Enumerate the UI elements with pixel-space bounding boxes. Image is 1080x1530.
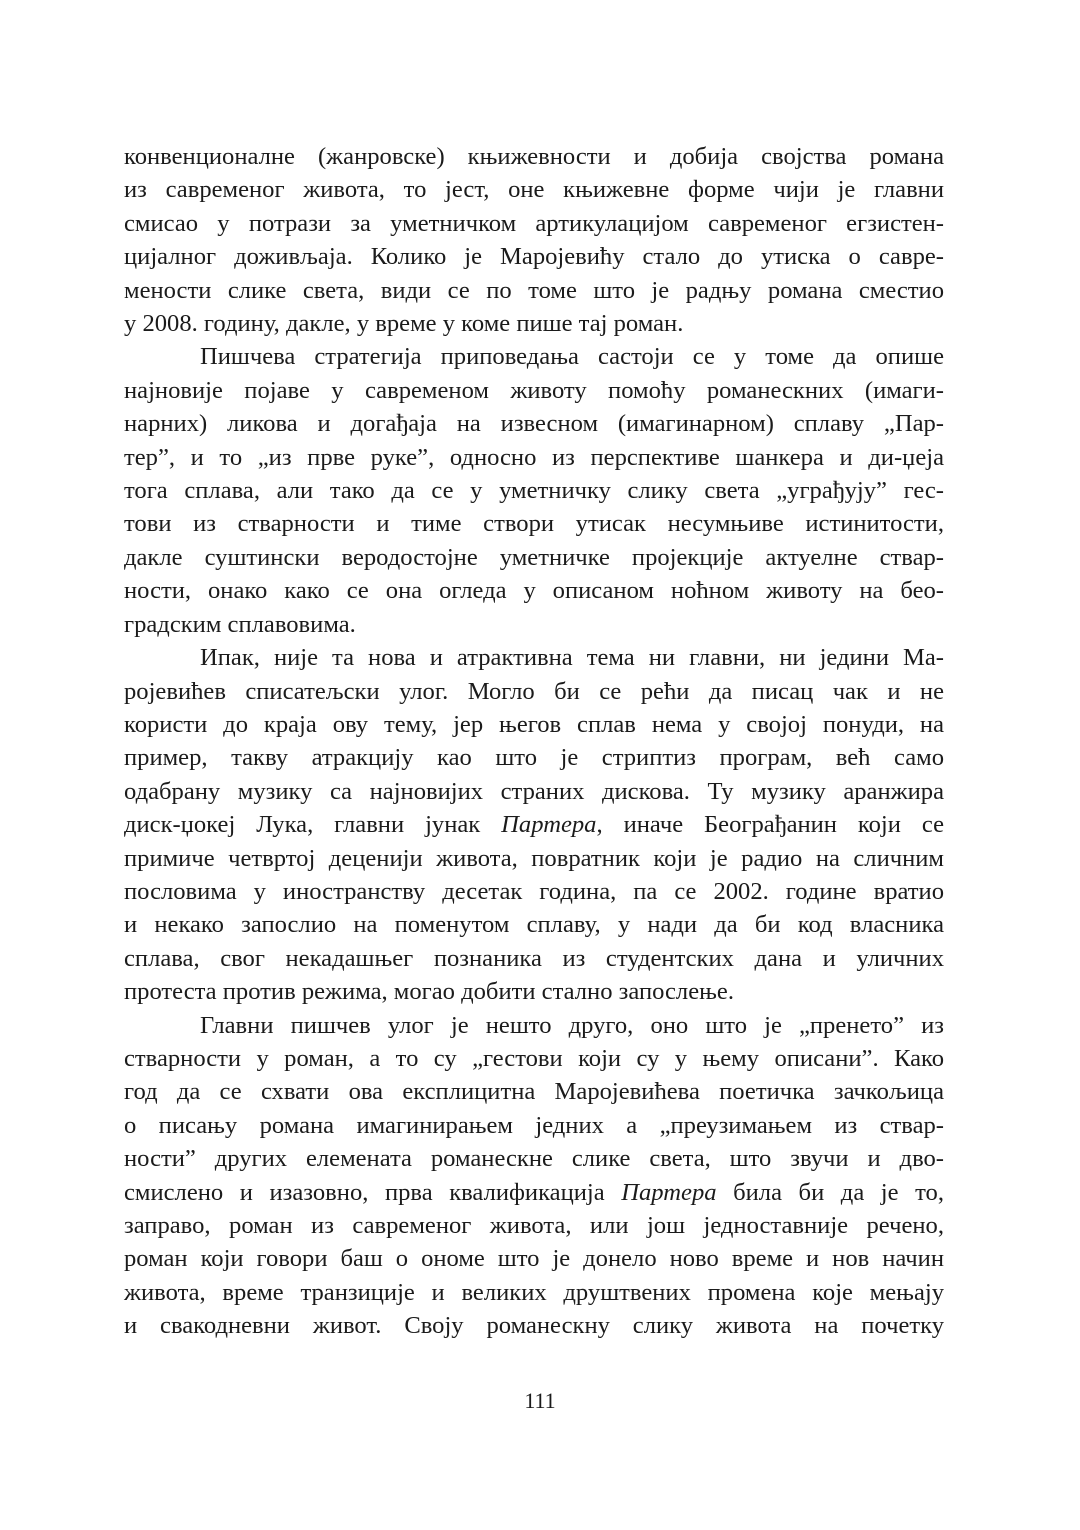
text-line: конвенционалне (жанровске) књижевности и добија својства романа [124, 143, 944, 170]
text-line: год да се схвати ова експлицитна Маројевићева поетичка зачкољица [124, 1078, 944, 1106]
text-line: пример, такву атракцију као што је стриптиз програм, већ само [124, 744, 944, 772]
text-line: тови из стварности и тиме створи утисак несумњиве истинитости, [124, 510, 944, 538]
text-line: пословима у иностранству десетак година, па се 2002. године вратио [124, 877, 944, 905]
text-line: цијалног доживљаја. Колико је Маројевићу стало до утиска о савре- [124, 243, 944, 271]
text-line: протеста против режима, могао добити стално запослење. [124, 978, 734, 1006]
text-line: мености слике света, види се по томе што је радњу романа сместио [124, 276, 944, 304]
page-body [124, 140, 944, 1343]
text-line: најновије појаве у савременом животу помоћу романескних (имаги- [124, 376, 944, 404]
text-line: тога сплава, али тако да се у уметничку слику света „уграђују” гес- [124, 477, 944, 505]
text-line: из савременог живота, то јест, оне књижевне форме чији је главни [124, 176, 944, 204]
text-line: тер”, и то „из прве руке”, односно из перспективе шанкера и ди-џеја [124, 443, 944, 471]
text-line: у 2008. годину, дакле, у време у коме пише тај роман. [124, 310, 684, 338]
paragraph-1 [124, 140, 944, 340]
text-line: дакле суштински веродостојне уметничке пројекције актуелне ствар- [124, 543, 944, 571]
text-line: стварности у роман, а то су „гестови који су у њему описани”. Како [124, 1044, 944, 1072]
text-line: Пишчева стратегија приповедања састоји се у томе да опише [200, 343, 944, 371]
text-line: градским сплавовима. [124, 610, 356, 638]
paragraph-4 [124, 1009, 944, 1343]
paragraph-2 [124, 340, 944, 641]
text-line: нарних) ликова и догађаја на извесном (имагинарном) сплаву „Пар- [124, 410, 944, 438]
text-line: смислено и изазовно, прва квалификација Партера била би да је то, [124, 1178, 944, 1206]
text-line: заправо, роман из савременог живота, или још једноставније речено, [124, 1212, 944, 1239]
text-line: и свакодневни живот. Своју романескну слику живота на почетку [124, 1312, 944, 1340]
text-line: живота, време транзиције и великих друштвених промена које мењају [124, 1278, 944, 1306]
text-line: и некако запослио на поменутом сплаву, у нади да би код власника [124, 911, 944, 939]
text-line: ности, онако како се она огледа у описаном ноћном животу на бео- [124, 577, 944, 605]
text-line: користи до краја ову тему, јер његов сплав нема у својој понуди, на [124, 710, 944, 738]
text-line: сплава, свог некадашњег познаника из студентских дана и уличних [124, 944, 944, 972]
text-line: ројевићев списатељски улог. Могло би се рећи да писац чак и не [124, 677, 944, 705]
text-line: ности” других елемената романескне слике света, што звучи и дво- [124, 1145, 944, 1173]
text-line: примиче четвртој деценији живота, повратник који је радио на сличним [124, 844, 944, 872]
text-line: смисао у потрази за уметничком артикулацијом савременог егзистен- [124, 209, 944, 237]
text-line: Главни пишчев улог је нешто друго, оно што је „пренето” из [200, 1011, 944, 1039]
text-line: Ипак, није та нова и атрактивна тема ни главни, ни једини Ма- [200, 644, 944, 672]
text-line: о писању романа имагинирањем једних а „преузимањем из ствар- [124, 1111, 944, 1139]
text-line: роман који говори баш о ономе што је донело ново време и нов начин [124, 1245, 944, 1273]
text-line: диск-џокеј Лука, главни јунак Партера, иначе Београђанин који се [124, 811, 944, 839]
page-number: 111 [524, 1388, 556, 1413]
paragraph-3 [124, 641, 944, 1008]
text-line: одабрану музику са најновијих страних дискова. Ту музику аранжира [124, 777, 944, 805]
